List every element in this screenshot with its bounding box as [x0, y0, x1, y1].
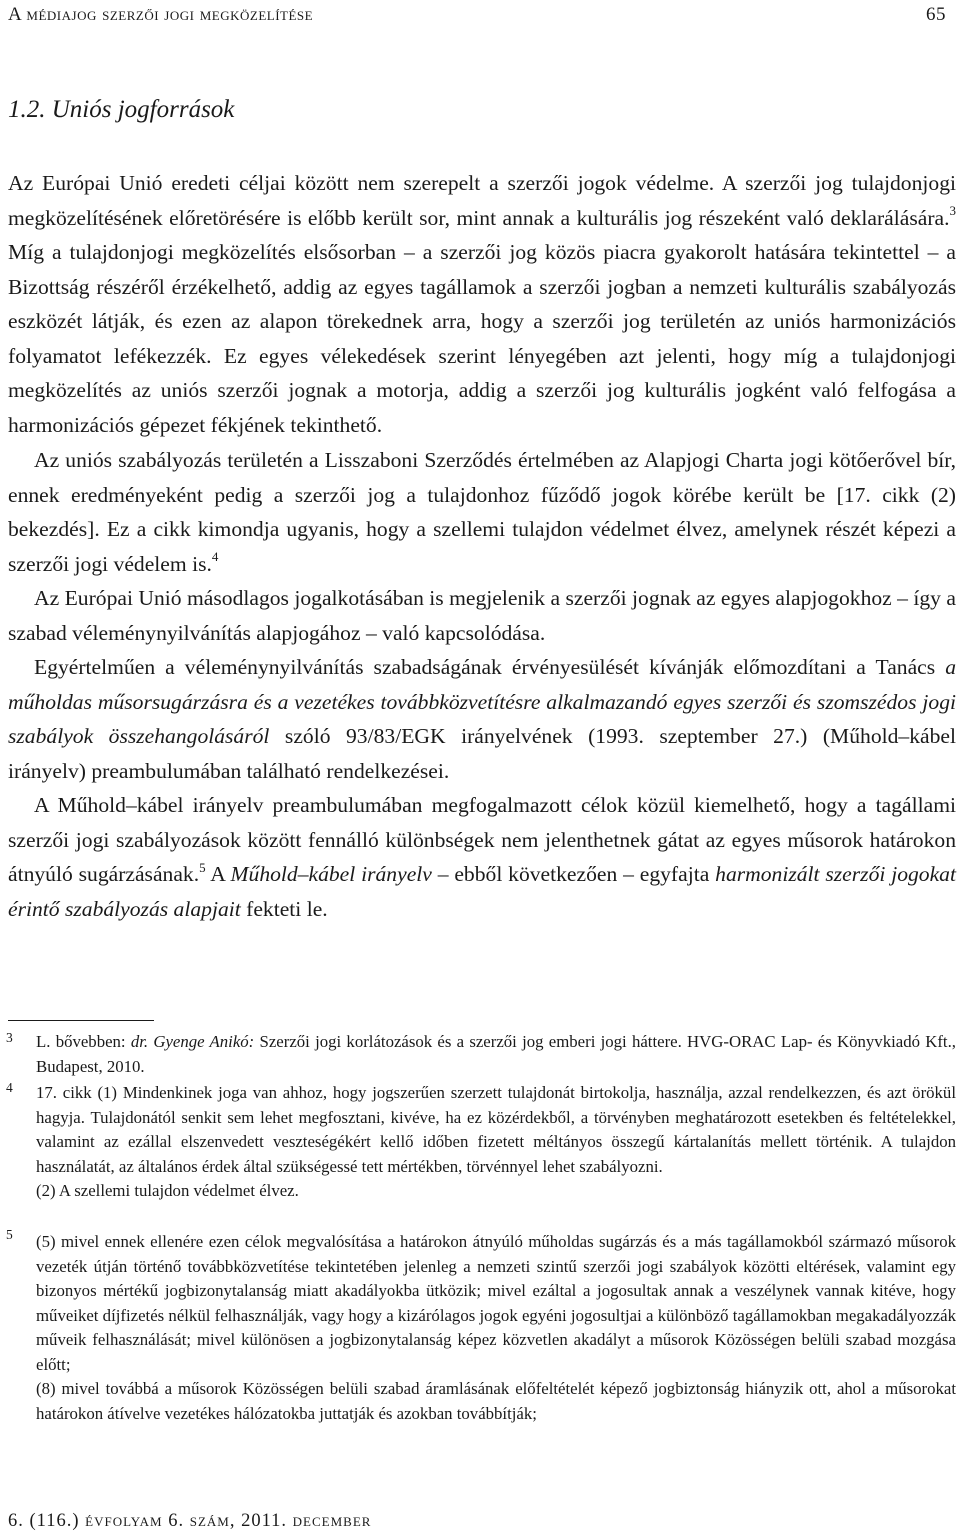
- footnote-5-text-2: (8) mivel továbbá a műsorok Közösségen belüli szabad áramlásának előfeltételét képező jogbiztonság hiányzik ott, ahol a műsorokat határokon átívelve vezetékes hálózatokba juttatják és azokban továbbítják;: [36, 1379, 956, 1423]
- footnote-4-text-2: (2) A szellemi tulajdon védelmet élvez.: [36, 1181, 299, 1200]
- paragraph-5-text-d: fekteti le.: [240, 896, 328, 921]
- paragraph-5: [8, 788, 956, 926]
- footnote-ref-5: 5: [199, 859, 206, 875]
- body-text: [8, 166, 956, 926]
- paragraph-1: [8, 166, 956, 442]
- footnote-3: [36, 1030, 956, 1079]
- footnote-ref-4: 4: [211, 549, 219, 565]
- footnote-separator: [8, 1020, 154, 1021]
- paragraph-5-text-c: – ebből következően – egyfajta: [431, 862, 716, 886]
- footnote-ref-3: 3: [949, 203, 956, 219]
- paragraph-2: [8, 443, 956, 581]
- footnote-4-text: 17. cikk (1) Mindenkinek joga van ahhoz, hogy jogszerűen szerzett tulajdonát birtokolja, használja, azzal rendelkezzen, és azt örökül hagyja. Tulajdonától senkit sem lehet megfosztani, kivéve, ha ez közérdekből, a törvényben meghatározott esetekben és feltételekkel, valamint az ezállal elszenvedett veszteségékért kellő időben fizetett méltányos összegű kártalanítás mellett történik. A tulajdon használatát, az általános érdek által szükségessé tett mértékben, törvénnyel lehet szabályozni.: [36, 1083, 956, 1176]
- paragraph-2-text: Az uniós szabályozás területén a Lisszaboni Szerződés értelmében az Alapjogi Charta jogi kötőerővel bír, ennek eredményeként pedig a szerzői jog a tulajdonhoz fűződő jogok körébe került be [17. cikk (2) bekezdés]. Ez a cikk kimondja ugyanis, hogy a szellemi tulajdon védelmet élvez, amelynek részét képezi a szerzői jogi védelem is.: [8, 448, 956, 576]
- footnote-3-author: dr. Gyenge Anikó:: [130, 1032, 255, 1051]
- issue-footer: 6. (116.) évfolyam 6. szám, 2011. december: [8, 1511, 372, 1531]
- paragraph-3: Az Európai Unió másodlagos jogalkotásában is megjelenik a szerzői jognak az egyes alapjogokhoz – így a szabad véleménynyilvánítás alapjogához – való kapcsolódása.: [8, 586, 956, 645]
- footnote-3-marker: 3: [6, 1030, 13, 1045]
- paragraph-4: [8, 650, 956, 788]
- paragraph-4-italic: a műholdas műsorsugárzásra és a vezetékes továbbközvetítésre alkalmazandó egyes szerzői és szomszédos jogi szabályok összehangolásáról: [8, 655, 956, 748]
- paragraph-5-text-a: A Műhold–kábel irányelv preambulumában megfogalmazott célok közül kiemelhető, hogy a tagállami szerzői jogi szabályozások között fennálló különbségek nem jelenthetnek gátat az egyes műsorok határokon átnyúló sugárzásának.: [8, 793, 956, 886]
- footnote-3-pre: L. bővebben:: [36, 1032, 131, 1051]
- footnote-4: [36, 1081, 956, 1204]
- paragraph-1-text: Az Európai Unió eredeti céljai között nem szerepelt a szerzői jogok védelme. A szerzői jog tulajdonjogi megközelítésének előretörésére is előbb került sor, mint annak a kulturális jog részeként való deklarálására.: [8, 171, 956, 230]
- section-title: 1.2. Uniós jogforrások: [8, 96, 235, 123]
- footnote-5: [36, 1230, 956, 1426]
- paragraph-5-italic-1: Műhold–kábel irányelv: [230, 862, 432, 886]
- running-header: [8, 4, 952, 28]
- paragraph-4-text-b: szóló 93/83/EGK irányelvének (1993. szeptember 27.) (Műhold–kábel irányelv) preambulumában található rendelkezései.: [8, 724, 956, 783]
- running-title: A médiajog szerzői jogi megközelítése: [8, 4, 314, 25]
- footnote-3-text: Szerzői jogi korlátozások és a szerzői jog emberi jogi háttere. HVG-ORAC Lap- és Könyvkiadó Kft., Budapest, 2010.: [36, 1032, 956, 1076]
- paragraph-1-continued: Míg a tulajdonjogi megközelítés elsősorban – a szerzői jog közös piacra gyakorolt hatására tekintettel – a Bizottság részéről érzékelhető, addig az egyes tagállamok a szerzői jogban a nemzeti kulturális szabályozás eszközét látják, és ezen az alapon törekednek arra, hogy a szerzői jog területén az uniós harmonizációs folyamatot lefékezzék. Ez egyes vélekedések szerint lényegében azt jelenti, hogy míg a tulajdonjogi megközelítés az uniós szerzői jognak a motorja, addig a szerzői jog kulturális jogként való felfogása a harmonizációs gépezet fékjének tekinthető.: [8, 240, 956, 437]
- paragraph-4-text-a: Egyértelműen a véleménynyilvánítás szabadságának érvényesülését kívánják előmozdítani a Tanács: [34, 655, 946, 679]
- paragraph-5-text-b: A: [205, 862, 231, 886]
- footnote-5-text: (5) mivel ennek ellenére ezen célok megvalósítása a határokon átnyúló műholdas sugárzás és a más tagállamokból származó műsorok vezeték útján történő továbbközvetítése tekintetében jelenleg a nemzeti szintű szerzői jogi szabályok közötti eltérések, valamint egy bizonyos mértékű jogbizonytalanság miatt akadályokba ütközik; mivel ezáltal a jogosultak annak a veszélynek vannak kitéve, hogy műveiket díjfizetés nélkül felhasználják, vagy hogy a kizárólagos jogok egyéni jogosultjai a különböző tagállamokban megakadályozzák műveik felhasználását; mivel különösen a jogbizonytalanság képez közvetlen akadályt a műsorok Közösségen belüli szabad mozgása előtt;: [36, 1232, 956, 1374]
- footnote-5-marker: 5: [6, 1227, 13, 1242]
- page-number: 65: [926, 4, 946, 25]
- paragraph-5-italic-2: harmonizált szerzői jogokat érintő szabályozás alapjait: [8, 862, 956, 921]
- footnote-4-marker: 4: [6, 1080, 13, 1095]
